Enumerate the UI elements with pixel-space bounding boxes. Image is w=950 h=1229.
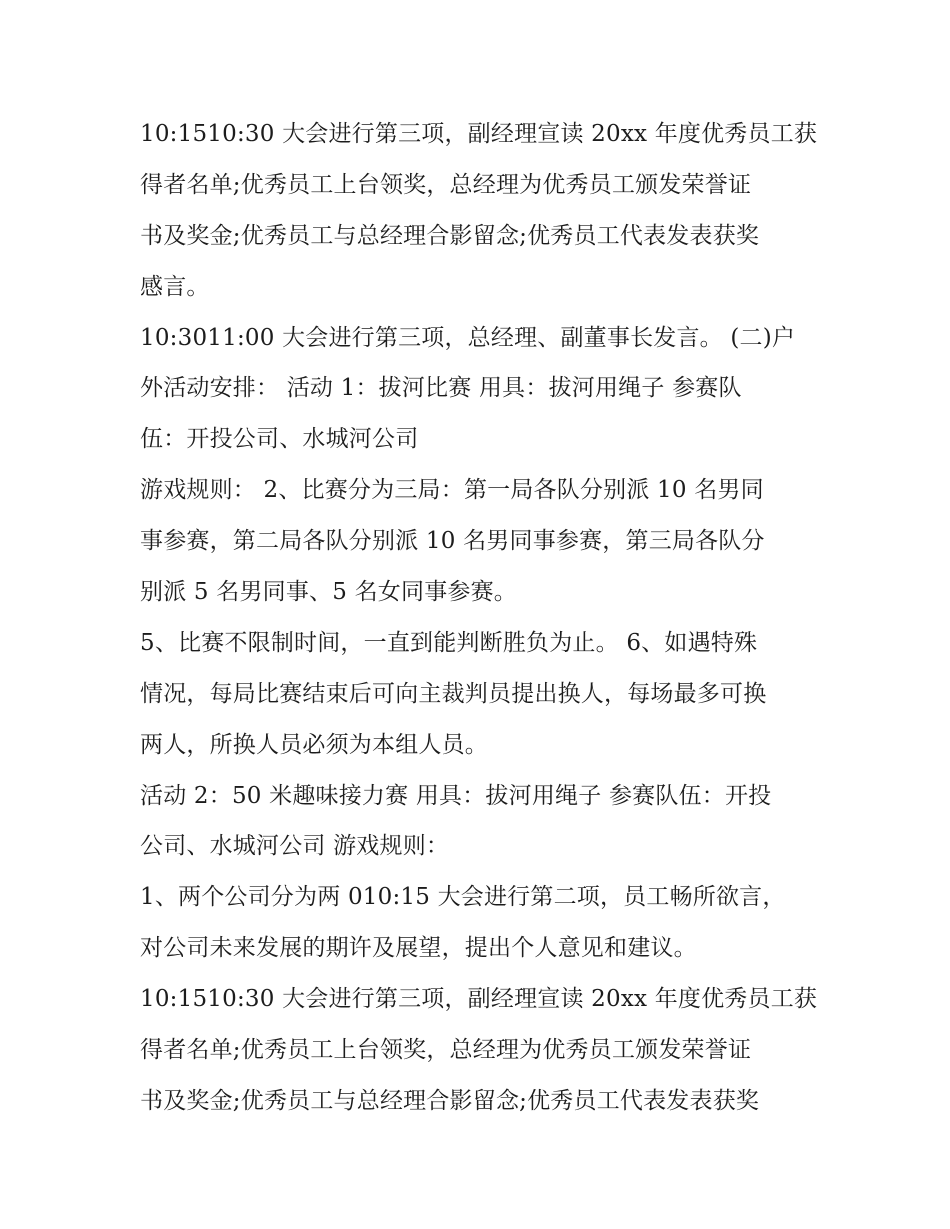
text-line: 别派 5 名男同事、5 名女同事参赛。 <box>140 579 517 606</box>
text-line: 感言。 <box>140 273 210 300</box>
text-line: 公司、水城河公司 游戏规则： <box>140 833 450 860</box>
text-line: 伍：开投公司、水城河公司 <box>140 426 419 453</box>
text-line: 两人，所换人员必须为本组人员。 <box>140 731 488 758</box>
text-line: 游戏规则： 2、比赛分为三局：第一局各队分别派 10 名男同 <box>140 477 764 504</box>
text-line: 得者名单;优秀员工上台领奖，总经理为优秀员工颁发荣誉证 <box>140 171 752 198</box>
text-line: 10:3011:00 大会进行第三项，总经理、副董事长发言。 (二)户 <box>140 324 796 351</box>
text-line: 活动 2：50 米趣味接力赛 用具：拔河用绳子 参赛队伍：开投 <box>140 782 772 809</box>
text-line: 书及奖金;优秀员工与总经理合影留念;优秀员工代表发表获奖 <box>140 1087 760 1114</box>
text-line: 情况，每局比赛结束后可向主裁判员提出换人，每场最多可换 <box>140 680 767 707</box>
text-line: 书及奖金;优秀员工与总经理合影留念;优秀员工代表发表获奖 <box>140 222 760 249</box>
text-line: 10:1510:30 大会进行第三项，副经理宣读 20xx 年度优秀员工获 <box>140 121 818 147</box>
text-line: 5、比赛不限制时间，一直到能判断胜负为止。 6、如遇特殊 <box>140 629 758 656</box>
text-line: 对公司未来发展的期许及展望，提出个人意见和建议。 <box>140 935 697 962</box>
text-line: 1、两个公司分为两 010:15 大会进行第二项，员工畅所欲言， <box>140 884 786 911</box>
text-line: 事参赛，第二局各队分别派 10 名男同事参赛，第三局各队分 <box>140 528 765 555</box>
text-line: 10:1510:30 大会进行第三项，副经理宣读 20xx 年度优秀员工获 <box>140 986 818 1013</box>
text-line: 得者名单;优秀员工上台领奖，总经理为优秀员工颁发荣誉证 <box>140 1037 752 1064</box>
text-line: 外活动安排： 活动 1：拔河比赛 用具：拔河用绳子 参赛队 <box>140 375 742 402</box>
document-body <box>140 109 820 1127</box>
